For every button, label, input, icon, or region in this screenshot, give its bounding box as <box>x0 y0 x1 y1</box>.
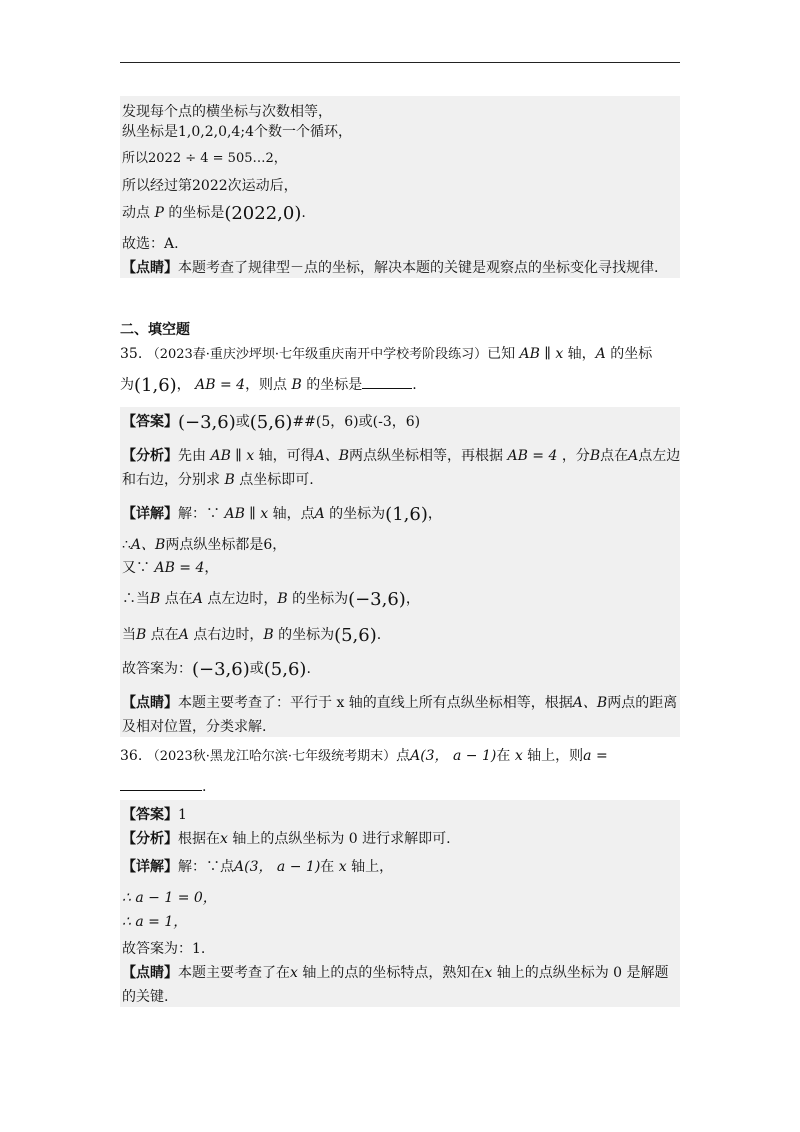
question-36: 36. （2023秋·黑龙江哈尔滨·七年级统考期末）点A(3， a − 1)在 x 轴上，则a = <box>120 748 608 764</box>
analysis-35: 【分析】先由 AB ∥ x 轴，可得A、B两点纵坐标相等，再根据 AB = 4 ，分B点在A点左边 <box>122 448 681 464</box>
answer-blank-36[interactable] <box>120 778 202 791</box>
detail-35-line-5: 当B 点在A 点右边时，B 的坐标为(5,6). <box>122 625 382 646</box>
detail-35-line-2: ∴A、B两点纵坐标都是6， <box>122 537 287 553</box>
prev-line-1: 发现每个点的横坐标与次数相等， <box>122 104 332 120</box>
tip-36: 【点睛】本题主要考查了在x 轴上的点的坐标特点，熟知在x 轴上的点纵坐标为 0 是解题 <box>122 965 669 981</box>
prev-line-5: 动点 P 的坐标是(2022,0). <box>122 203 306 224</box>
prev-line-3: 所以2022 ÷ 4 = 505…2， <box>122 151 287 166</box>
prev-choice: 故选：A. <box>122 236 179 252</box>
answer-35: 【答案】(−3,6)或(5,6)##(5，6)或(-3，6) <box>122 412 421 433</box>
detail-35-line-6: 故答案为：(−3,6)或(5,6). <box>122 659 311 680</box>
question-35: 35. （2023春·重庆沙坪坝·七年级重庆南开中学校考阶段练习）已知 AB ∥ x 轴，A 的坐标 <box>120 346 653 362</box>
analysis-36: 【分析】根据在x 轴上的点纵坐标为 0 进行求解即可. <box>122 831 451 847</box>
analysis-35-line-2: 和右边，分别求 B 点坐标即可. <box>122 472 314 488</box>
detail-35-line-3: 又∵ AB = 4， <box>122 560 219 576</box>
question-35-line-2: 为(1,6)， AB = 4，则点 B 的坐标是 . <box>120 375 417 396</box>
answer-blank-35[interactable] <box>362 376 412 389</box>
answer-36: 【答案】1 <box>122 807 187 823</box>
prev-line-2: 纵坐标是1,0,2,0,4;4个数一个循环， <box>122 124 352 140</box>
tip-36-line-2: 的关键. <box>122 989 169 1005</box>
header-rule <box>120 62 680 63</box>
section-title: 二、填空题 <box>120 322 190 338</box>
detail-36-line-4: 故答案为：1. <box>122 941 206 957</box>
detail-36: 【详解】解：∵点A(3， a − 1)在 x 轴上， <box>122 859 394 875</box>
prev-line-4: 所以经过第2022次运动后， <box>122 178 298 194</box>
detail-35: 【详解】解：∵ AB ∥ x 轴，点A 的坐标为(1,6)， <box>122 504 442 525</box>
detail-35-line-4: ∴当B 点在A 点左边时，B 的坐标为(−3,6)， <box>122 589 420 610</box>
detail-36-line-3: ∴ a = 1， <box>122 914 188 930</box>
question-36-line-2: . <box>120 778 206 795</box>
tip-35-line-2: 及相对位置，分类求解. <box>122 719 267 735</box>
tip-35: 【点睛】本题主要考查了：平行于 x 轴的直线上所有点纵坐标相等，根据A、B两点的距离 <box>122 695 678 711</box>
detail-36-line-2: ∴ a − 1 = 0， <box>122 890 217 906</box>
prev-tip: 【点睛】本题考查了规律型－点的坐标，解决本题的关键是观察点的坐标变化寻找规律. <box>122 260 659 276</box>
